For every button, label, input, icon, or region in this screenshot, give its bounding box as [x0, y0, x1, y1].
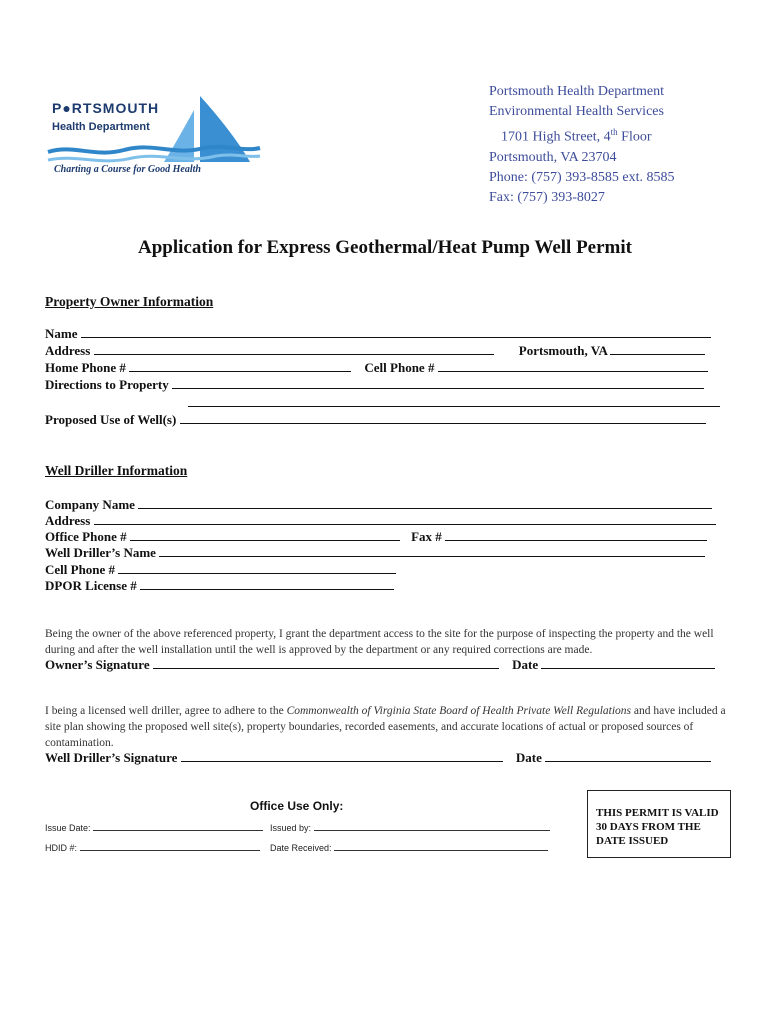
department-fax: Fax: (757) 393-8027 — [489, 189, 605, 205]
department-city: Portsmouth, VA 23704 — [489, 149, 617, 165]
directions-field-continued[interactable] — [188, 395, 720, 407]
owner-cell-phone-field[interactable] — [438, 360, 708, 372]
company-name-label: Company Name — [45, 497, 135, 512]
driller-cell-label: Cell Phone # — [45, 562, 116, 577]
home-phone-label: Home Phone # — [45, 360, 126, 375]
issued-by-row — [270, 823, 550, 833]
owner-name-label: Name — [45, 326, 78, 341]
permit-notice-text: THIS PERMIT IS VALID 30 DAYS FROM THE DATE ISSUED — [596, 807, 719, 847]
department-name: Portsmouth Health Department — [489, 84, 664, 99]
driller-cell-field[interactable] — [118, 562, 396, 574]
driller-signature-label: Well Driller’s Signature — [45, 750, 178, 765]
logo-tagline: Charting a Course for Good Health — [54, 164, 201, 175]
fax-field[interactable] — [445, 529, 707, 541]
fax-label: Fax # — [411, 529, 442, 544]
owner-signature-label: Owner’s Signature — [45, 657, 150, 672]
department-division: Environmental Health Services — [489, 104, 664, 119]
driller-name-label: Well Driller’s Name — [45, 545, 156, 560]
directions-row-2 — [188, 395, 720, 411]
owner-signature-row — [45, 657, 715, 673]
hdid-row — [45, 843, 260, 853]
office-phone-field[interactable] — [130, 529, 400, 541]
driller-signature-row — [45, 750, 711, 766]
proposed-use-label: Proposed Use of Well(s) — [45, 412, 177, 427]
company-row — [45, 497, 712, 513]
company-name-field[interactable] — [138, 497, 712, 509]
issued-by-field[interactable] — [314, 823, 550, 831]
issue-date-field[interactable] — [93, 823, 263, 831]
driller-name-row — [45, 545, 705, 561]
date-received-field[interactable] — [334, 843, 548, 851]
owner-signature-field[interactable] — [153, 657, 499, 669]
directions-label: Directions to Property — [45, 377, 169, 392]
issued-by-label: Issued by: — [270, 823, 312, 833]
logo-name-line1: P●RTSMOUTH — [52, 100, 160, 116]
owner-section-heading: Property Owner Information — [45, 294, 214, 309]
driller-date-label: Date — [515, 750, 542, 765]
department-phone: Phone: (757) 393-8585 ext. 8585 — [489, 169, 675, 185]
date-received-row — [270, 843, 548, 853]
driller-statement-intro: I being a licensed well driller, agree to adhere to the — [45, 705, 287, 717]
driller-statement-rest: and have included a site plan showing the proposed well site(s), property boundaries, recorded easements, and accurate locations of actual or proposed sources of contamination. — [45, 705, 726, 749]
office-use-heading: Office Use Only: — [250, 799, 344, 813]
issue-date-row — [45, 823, 263, 833]
regulation-title: Commonwealth of Virginia State Board of Health Private Well Regulations — [286, 705, 632, 717]
proposed-use-field[interactable] — [180, 412, 706, 424]
driller-statement — [45, 703, 730, 751]
department-address-block — [489, 82, 674, 208]
owner-phone-row — [45, 360, 708, 376]
health-department-logo — [44, 92, 264, 184]
dpor-row — [45, 578, 394, 594]
hdid-field[interactable] — [80, 843, 260, 851]
issue-date-label: Issue Date: — [45, 823, 91, 833]
owner-address-field[interactable] — [94, 343, 494, 355]
page-title: Application for Express Geothermal/Heat Pump Well Permit — [138, 237, 632, 258]
owner-date-field[interactable] — [541, 657, 715, 669]
owner-date-label: Date — [512, 657, 539, 672]
driller-address-row — [45, 513, 716, 529]
owner-address-label: Address — [45, 343, 91, 358]
owner-name-field[interactable] — [81, 326, 711, 338]
driller-cell-row — [45, 562, 396, 578]
proposed-use-row — [45, 412, 706, 428]
owner-zip-field[interactable] — [610, 343, 705, 355]
driller-date-field[interactable] — [545, 750, 711, 762]
owner-consent-text: Being the owner of the above referenced property, I grant the department access to the site for the purpose of inspecting the property and the well during and after the well installation until the well is approved by the department or any required corrections are made. — [45, 628, 714, 656]
driller-signature-field[interactable] — [181, 750, 503, 762]
cell-phone-label: Cell Phone # — [364, 360, 435, 375]
dpor-label: DPOR License # — [45, 578, 137, 593]
date-received-label: Date Received: — [270, 843, 332, 853]
owner-name-row — [45, 326, 711, 342]
logo-name-line2: Health Department — [52, 121, 150, 133]
driller-name-field[interactable] — [159, 545, 705, 557]
owner-address-row — [45, 343, 705, 359]
dpor-field[interactable] — [140, 578, 394, 590]
directions-field[interactable] — [172, 377, 704, 389]
driller-address-field[interactable] — [94, 513, 716, 525]
office-phone-row — [45, 529, 707, 545]
office-phone-label: Office Phone # — [45, 529, 127, 544]
directions-row — [45, 377, 704, 393]
home-phone-field[interactable] — [129, 360, 351, 372]
driller-address-label: Address — [45, 513, 91, 528]
hdid-label: HDID #: — [45, 843, 78, 853]
owner-city-label: Portsmouth, VA — [518, 343, 608, 358]
department-street: 1701 High Street, 4th Floor — [501, 127, 652, 145]
driller-section-heading: Well Driller Information — [45, 463, 188, 478]
